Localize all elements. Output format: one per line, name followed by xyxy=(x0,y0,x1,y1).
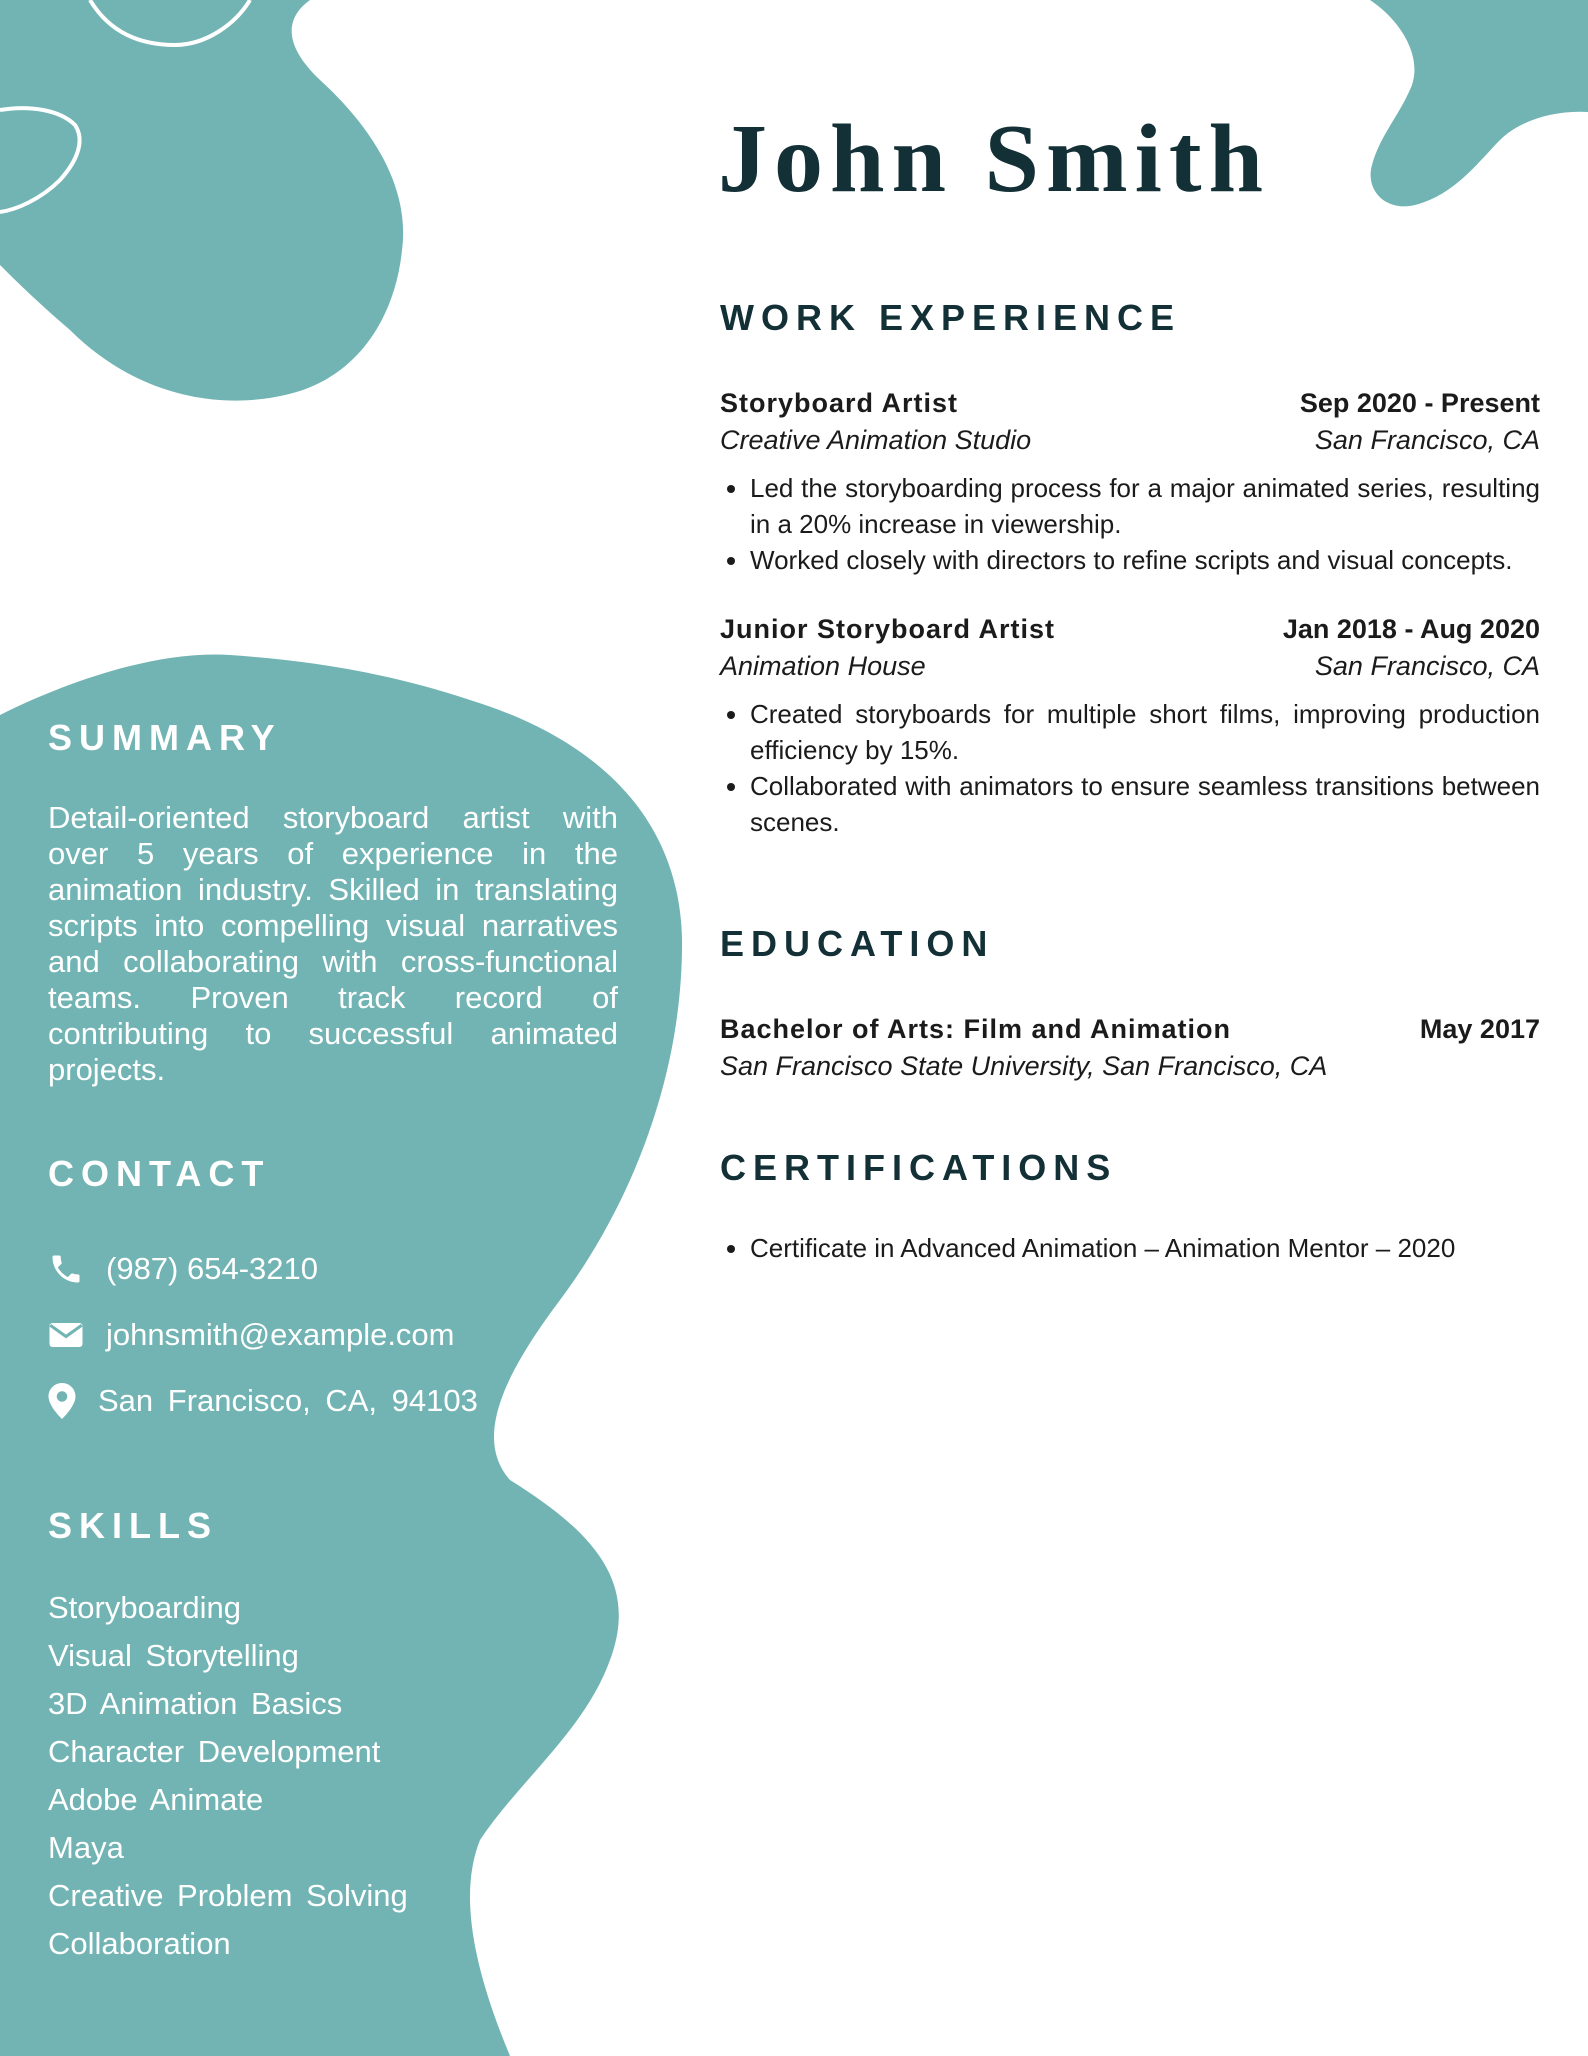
contact-section xyxy=(48,1153,618,1434)
job-bullet: • Worked closely with directors to refine scripts and visual concepts. xyxy=(750,542,1540,578)
job-dates: Jan 2018 - Aug 2020 xyxy=(1282,614,1540,644)
skill-item: Storyboarding xyxy=(48,1590,242,1625)
phone-number[interactable]: (987) 654-3210 xyxy=(106,1251,318,1286)
summary-section xyxy=(48,717,618,1088)
skill-item: 3D Animation Basics xyxy=(48,1686,343,1721)
location-text: San Francisco, CA, 94103 xyxy=(98,1383,478,1418)
work-experience-heading: WORK EXPERIENCE xyxy=(720,297,1182,338)
certification-item: • Certificate in Advanced Animation – Animation Mentor – 2020 xyxy=(750,1230,1540,1266)
job-bullets xyxy=(720,696,1540,840)
skill-item: Adobe Animate xyxy=(48,1782,264,1817)
skill-item: Maya xyxy=(48,1830,124,1865)
job-company: Creative Animation Studio xyxy=(720,425,1032,455)
education-heading: EDUCATION xyxy=(720,923,995,964)
contact-email xyxy=(48,1302,618,1368)
skill-item: Character Development xyxy=(48,1734,381,1769)
job-bullet: • Collaborated with animators to ensure seamless transitions between scenes. xyxy=(750,768,1540,840)
summary-heading: SUMMARY xyxy=(48,717,282,758)
job-entry xyxy=(720,388,1540,578)
skills-list xyxy=(48,1584,618,1968)
certifications-list xyxy=(720,1230,1540,1266)
skill-item: Visual Storytelling xyxy=(48,1638,299,1673)
graduation-date: May 2017 xyxy=(1419,1014,1540,1044)
skills-heading: SKILLS xyxy=(48,1505,219,1546)
contact-list xyxy=(48,1236,618,1434)
contact-heading: CONTACT xyxy=(48,1153,271,1194)
job-location: San Francisco, CA xyxy=(1314,651,1540,681)
main-column xyxy=(720,297,1540,1266)
school: San Francisco State University, San Francisco, CA xyxy=(720,1051,1328,1081)
contact-location xyxy=(48,1368,618,1434)
map-pin-icon xyxy=(48,1383,76,1419)
phone-icon xyxy=(48,1251,84,1287)
job-title: Junior Storyboard Artist xyxy=(720,614,1056,644)
job-bullets xyxy=(720,470,1540,578)
education-entry xyxy=(720,1014,1540,1082)
skill-item: Collaboration xyxy=(48,1926,231,1961)
certifications-heading: CERTIFICATIONS xyxy=(720,1147,1118,1188)
contact-phone xyxy=(48,1236,618,1302)
degree: Bachelor of Arts: Film and Animation xyxy=(720,1014,1232,1044)
candidate-name: John Smith xyxy=(718,105,1271,213)
envelope-icon xyxy=(48,1320,84,1350)
job-bullet: • Led the storyboarding process for a major animated series, resulting in a 20% increase in viewership. xyxy=(750,470,1540,542)
job-dates: Sep 2020 - Present xyxy=(1299,388,1540,418)
job-title: Storyboard Artist xyxy=(720,388,959,418)
email-address[interactable]: johnsmith@example.com xyxy=(106,1317,455,1352)
job-location: San Francisco, CA xyxy=(1314,425,1540,455)
summary-text: Detail-oriented storyboard artist with over 5 years of experience in the animation industry. Skilled in translating scripts into compelling visual narratives and collaborating with cross-functional teams. Proven track record of contributing to successful animated projects. xyxy=(48,800,618,1087)
skill-item: Creative Problem Solving xyxy=(48,1878,408,1913)
top-right-blob xyxy=(1370,0,1588,206)
job-entry xyxy=(720,614,1540,840)
job-company: Animation House xyxy=(720,651,926,681)
top-left-blob xyxy=(0,0,403,401)
job-bullet: • Created storyboards for multiple short films, improving production efficiency by 15%. xyxy=(750,696,1540,768)
skills-section xyxy=(48,1505,618,1968)
